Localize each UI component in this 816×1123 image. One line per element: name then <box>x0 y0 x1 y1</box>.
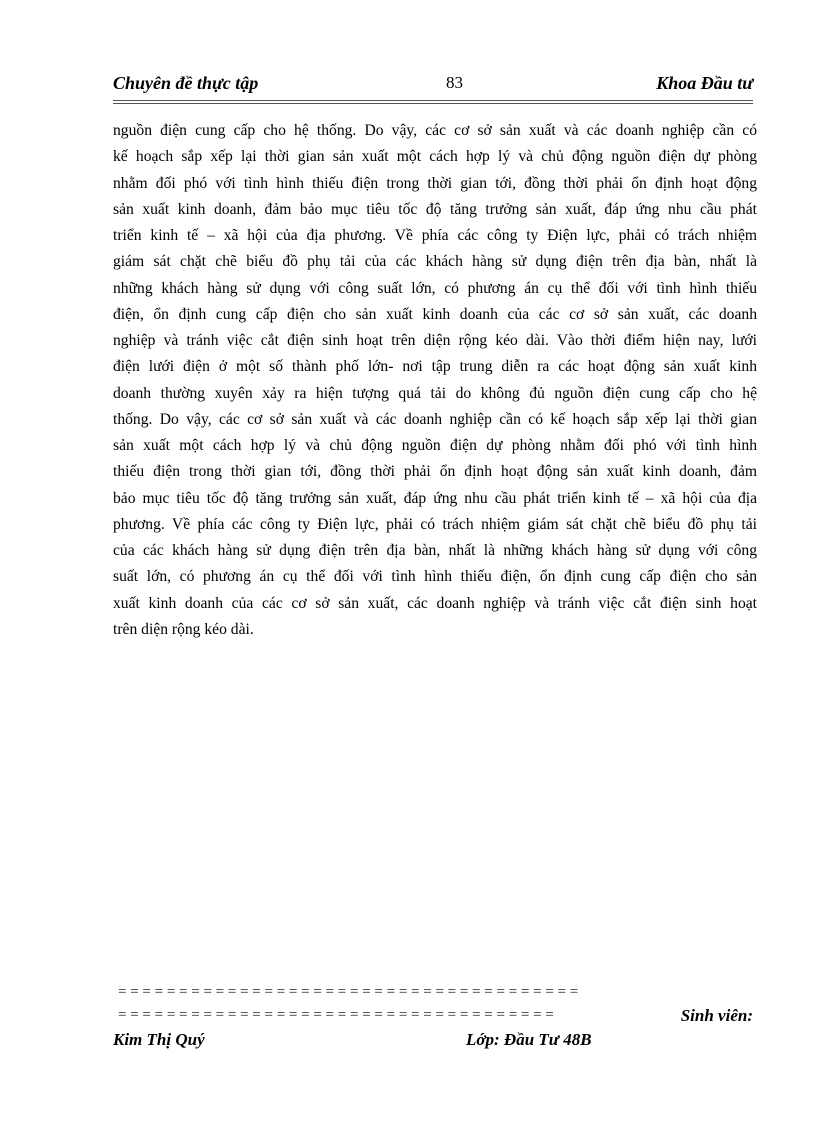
body-line: điện, ổn định cung cấp điện cho sản xuất kinh doanh của các cơ sở sản xuất, các doanh <box>113 305 757 323</box>
body-line: sản xuất một cách hợp lý và chủ động nguồn điện dự phòng nhằm đối phó với tình hình <box>113 437 757 454</box>
body-line: những khách hàng sử dụng với công suất lớn, có phương án cụ thể đối với tình hình thiếu <box>113 279 757 297</box>
body-line: bảo mục tiêu tốc độ tăng trưởng sản xuất, đáp ứng nhu cầu phát triển kinh tế – xã hội của địa <box>113 489 757 507</box>
body-line: kế hoạch sắp xếp lại thời gian sản xuất một cách hợp lý và chủ động nguồn điện dự phòng <box>113 148 757 166</box>
footer-separator-1: = = = = = = = = = = = = = = = = = = = = = = = = = = = = = = = = = = = = = = <box>118 984 579 1000</box>
page-number: 83 <box>446 73 463 92</box>
student-label: Sinh viên: <box>680 1006 753 1025</box>
student-name: Kim Thị Quý <box>113 1030 205 1049</box>
body-line: điện lưới điện ở một số thành phố lớn- nơi tập trung diễn ra các hoạt động sản xuất kinh <box>113 358 757 376</box>
body-line: triển kinh tế – xã hội của địa phương. Về phía các công ty Điện lực, phải có trách nhiệm <box>113 227 757 244</box>
body-line: nghiệp và tránh việc cắt điện sinh hoạt trên diện rộng kéo dài. Vào thời điểm hiện nay, lưới <box>113 332 757 349</box>
body-line: trên diện rộng kéo dài. <box>113 620 254 638</box>
header-department: Khoa Đầu tư <box>656 73 753 93</box>
body-line: nguồn điện cung cấp cho hệ thống. Do vậy, các cơ sở sản xuất và các doanh nghiệp cần có <box>113 122 757 139</box>
body-line: sản xuất kinh doanh, đảm bảo mục tiêu tốc độ tăng trưởng sản xuất, đáp ứng nhu cầu phát <box>113 200 757 218</box>
body-text <box>113 118 757 643</box>
body-line: thống. Do vậy, các cơ sở sản xuất và các doanh nghiệp cần có kế hoạch sắp xếp lại thời gian <box>113 410 757 428</box>
body-line: thiếu điện trong thời gian tới, đồng thời phải ổn định hoạt động sản xuất kinh doanh, đảm <box>113 463 757 481</box>
body-line: phương. Về phía các công ty Điện lực, phải có trách nhiệm giám sát chặt chẽ biểu đồ phụ tải <box>113 515 757 533</box>
page-header <box>113 73 753 97</box>
header-divider <box>113 100 753 104</box>
body-line: của các khách hàng sử dụng điện trên địa bàn, nhất là những khách hàng sử dụng với công <box>113 542 757 559</box>
header-title: Chuyên đề thực tập <box>113 73 259 93</box>
body-line: suất lớn, có phương án cụ thể đối với tình hình thiếu điện, ổn định cung cấp điện cho sản <box>113 568 757 586</box>
body-line: giám sát chặt chẽ biểu đồ phụ tải của các khách hàng sử dụng điện trên địa bàn, nhất là <box>113 253 757 271</box>
class-label: Lớp: Đầu Tư 48B <box>466 1030 592 1049</box>
footer-separator-2: = = = = = = = = = = = = = = = = = = = = = = = = = = = = = = = = = = = = <box>118 1007 554 1023</box>
body-line: doanh thường xuyên xảy ra hiện tượng quá tải do không đủ nguồn điện cung cấp cho hệ <box>113 384 757 402</box>
body-line: nhằm đối phó với tình hình thiếu điện trong thời gian tới, đồng thời phải ổn định hoạt động <box>113 174 757 192</box>
body-line: xuất kinh doanh của các cơ sở sản xuất, các doanh nghiệp và tránh việc cắt điện sinh hoạt <box>113 594 757 612</box>
